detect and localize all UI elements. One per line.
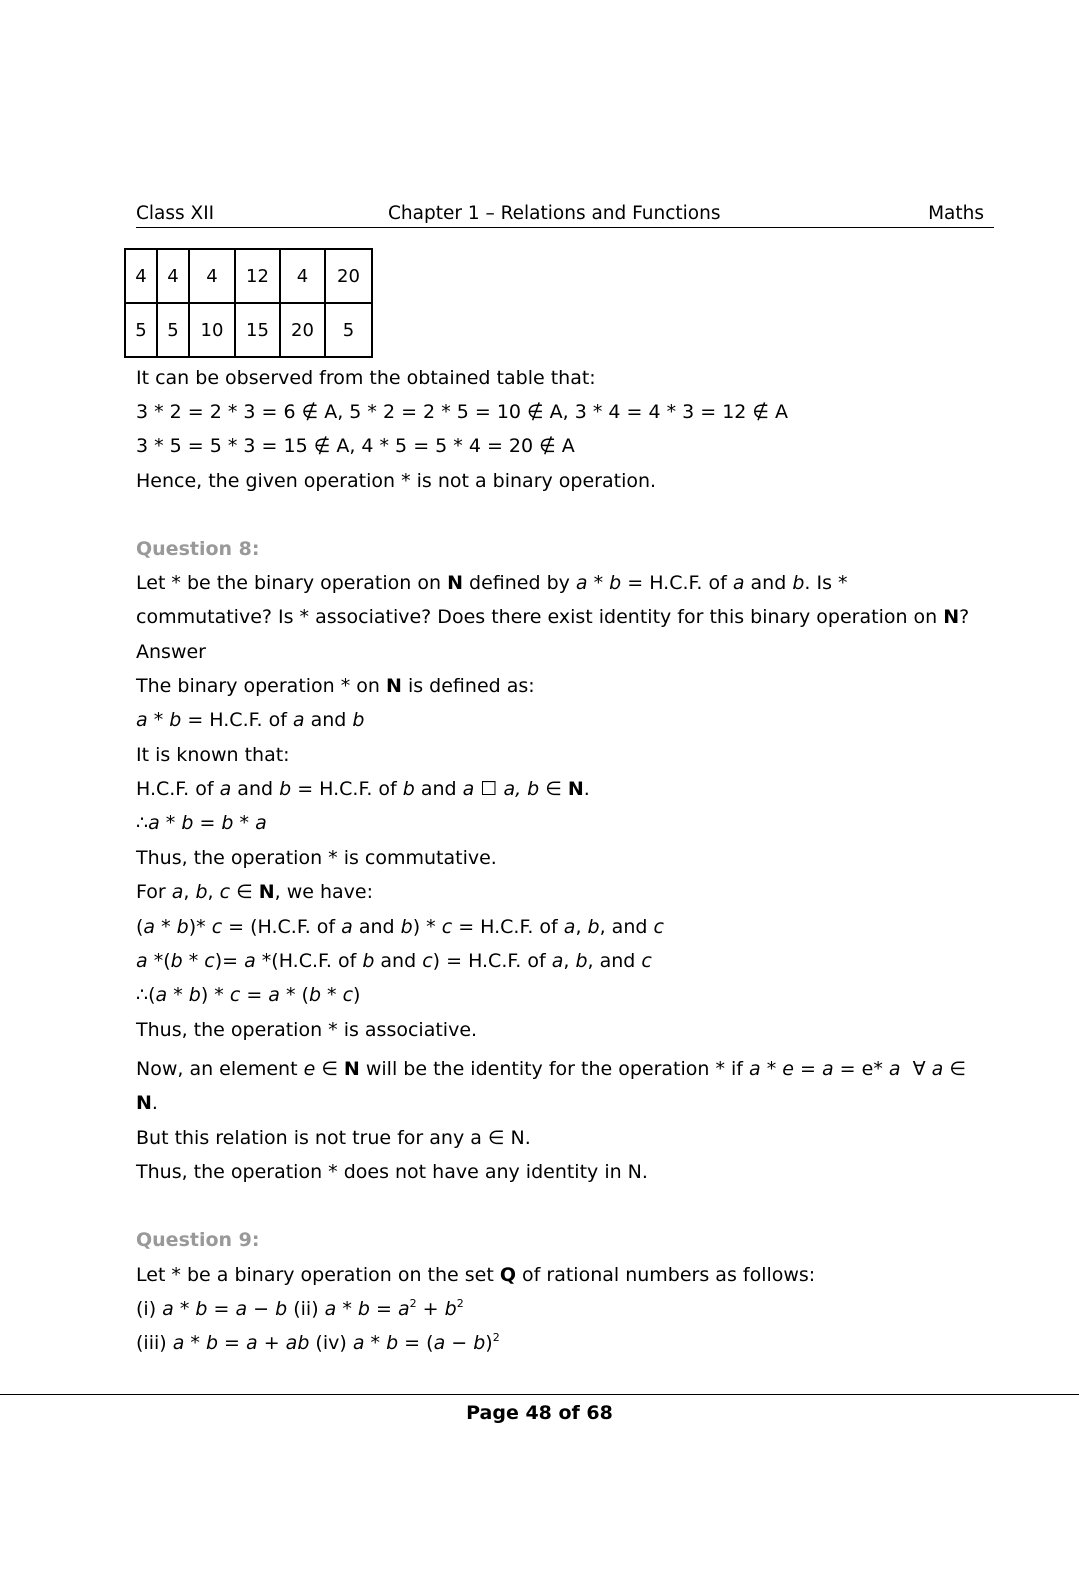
page-header: [136, 203, 994, 228]
table-cell: 20: [280, 303, 325, 357]
solution-line: For a, b, c ∈ N, we have:: [136, 881, 374, 903]
header-subject: Maths: [928, 203, 984, 224]
q9-statement-line: Let * be a binary operation on the set Q of rational numbers as follows:: [136, 1264, 816, 1286]
q9-statement-line: (i) a * b = a − b (ii) $a * b = a^2 + b^2$: [136, 1297, 464, 1320]
conclusion-text: Hence, the given operation * is not a binary operation.: [136, 470, 657, 492]
solution-line: a * b = H.C.F. of a and b: [136, 709, 365, 731]
equation-line: 3 * 5 = 5 * 3 = 15 ∉ A, 4 * 5 = 5 * 4 = 20 ∉ A: [136, 435, 575, 457]
table-cell: 4: [157, 249, 189, 303]
table-cell: 12: [235, 249, 280, 303]
header-chapter: Chapter 1 – Relations and Functions: [388, 203, 721, 224]
table-cell: 5: [125, 303, 157, 357]
observed-text: It can be observed from the obtained table that:: [136, 367, 596, 389]
q9-statement-line: (iii) a * b = a + ab (iv) $a * b = (a - b)^2$: [136, 1331, 500, 1354]
table-cell: 4: [280, 249, 325, 303]
page-number: Page 48 of 68: [466, 1402, 613, 1424]
table-cell: 5: [157, 303, 189, 357]
solution-line: N.: [136, 1092, 158, 1114]
solution-line: But this relation is not true for any a ∈ N.: [136, 1127, 531, 1149]
solution-line: The binary operation * on N is defined as:: [136, 675, 535, 697]
table-cell: 5: [325, 303, 372, 357]
footer-divider: [0, 1394, 1079, 1395]
table-cell: 20: [325, 249, 372, 303]
question-8-title: Question 8:: [136, 538, 260, 560]
table-row: [125, 249, 372, 303]
solution-line: ∴(a * b) * c = a * (b * c): [136, 984, 361, 1006]
solution-line: (a * b)* c = (H.C.F. of a and b) * c = H.C.F. of a, b, and c: [136, 916, 664, 938]
table-cell: 4: [125, 249, 157, 303]
equation-line: 3 * 2 = 2 * 3 = 6 ∉ A, 5 * 2 = 2 * 5 = 10 ∉ A, 3 * 4 = 4 * 3 = 12 ∉ A: [136, 401, 789, 423]
solution-line: Thus, the operation * is associative.: [136, 1019, 478, 1041]
solution-line: ∴a * b = b * a: [136, 812, 267, 834]
answer-label: Answer: [136, 641, 206, 663]
question-9-title: Question 9:: [136, 1229, 260, 1251]
operation-table: [124, 248, 373, 358]
q8-statement-line: Let * be the binary operation on N defined by a * b = H.C.F. of a and b. Is *: [136, 572, 848, 594]
solution-line: Thus, the operation * does not have any identity in N.: [136, 1161, 648, 1183]
header-class: Class XII: [136, 203, 215, 224]
solution-line: Now, an element e ∈ N will be the identity for the operation * if a * e = a = e* a ∀ a ∈: [136, 1058, 966, 1080]
solution-line: a *(b * c)= a *(H.C.F. of b and c) = H.C.F. of a, b, and c: [136, 950, 652, 972]
table-row: [125, 303, 372, 357]
table-cell: 10: [189, 303, 235, 357]
solution-line: H.C.F. of a and b = H.C.F. of b and a ☐ a, b ∈ N.: [136, 778, 590, 800]
table-cell: 4: [189, 249, 235, 303]
solution-line: Thus, the operation * is commutative.: [136, 847, 497, 869]
table-cell: 15: [235, 303, 280, 357]
solution-line: It is known that:: [136, 744, 290, 766]
q8-statement-line: commutative? Is * associative? Does there exist identity for this binary operation on N?: [136, 606, 970, 628]
